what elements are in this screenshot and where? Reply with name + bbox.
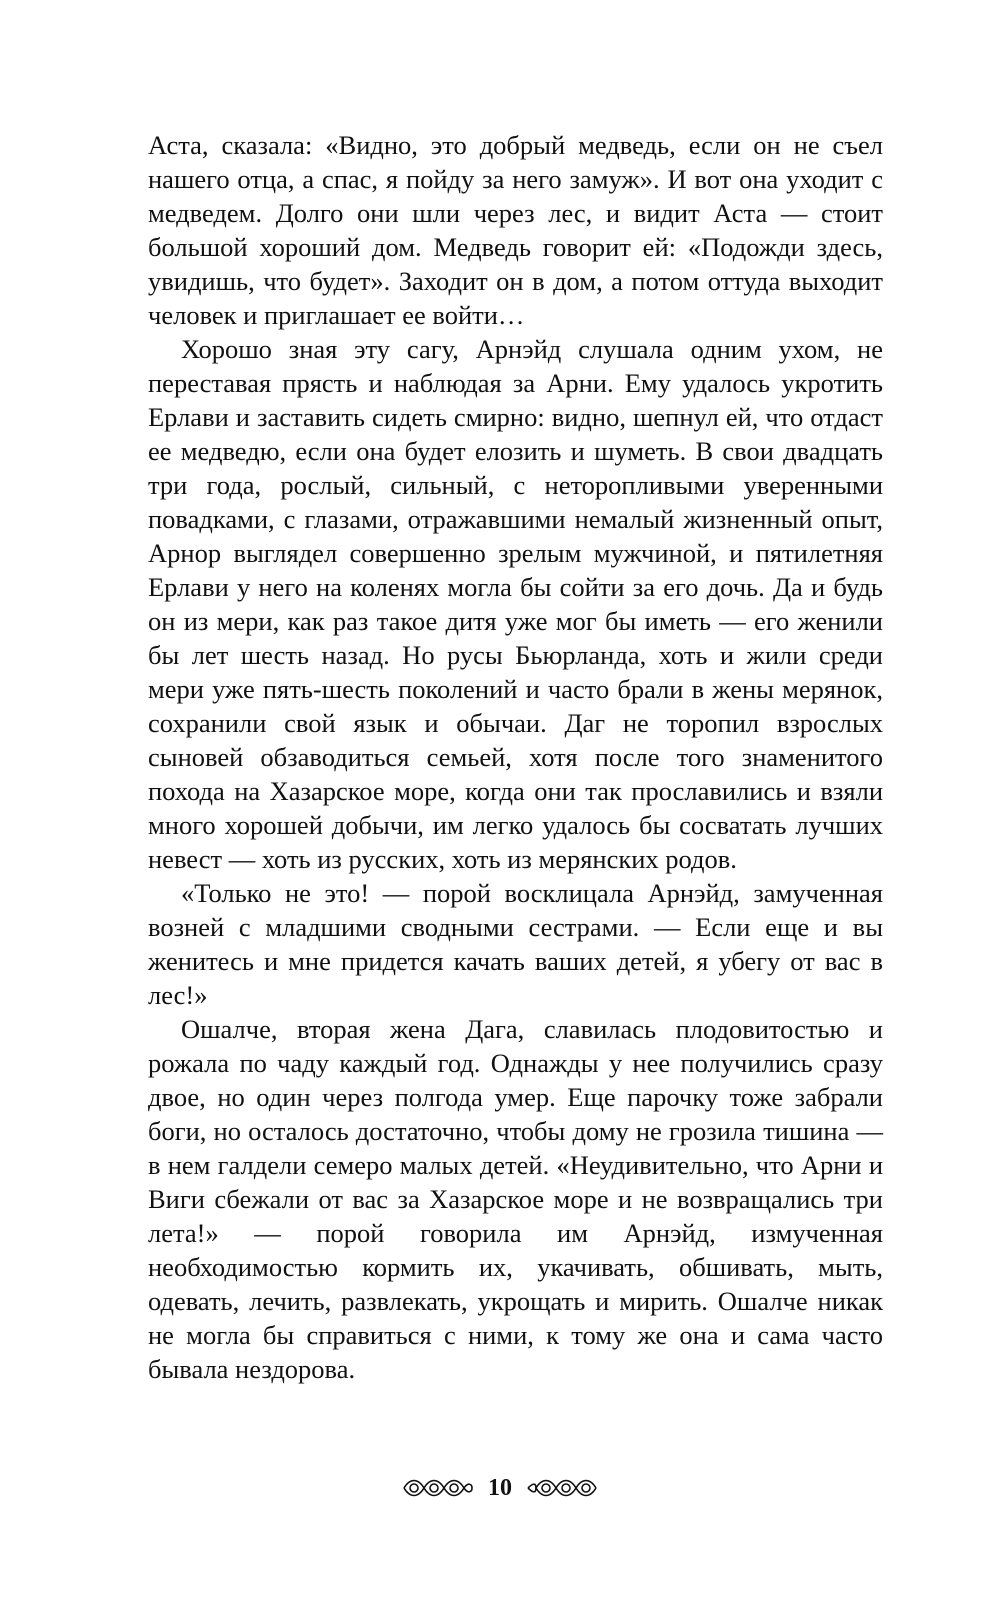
- paragraph: Хорошо зная эту сагу, Арнэйд слушала одним ухом, не переставая прясть и наблюдая за Арни. Ему удалось укротить Ерлави и заставить сидеть смирно: видно, шепнул ей, что отдаст ее медведю, если она будет елозить и шуметь. В свои двадцать три года, рослый, сильный, с неторопливыми уверенными повадками, с глазами, отражавшими немалый жизненный опыт, Арнор выглядел совершенно зрелым мужчиной, и пятилетняя Ерлави у него на коленях могла бы сойти за его дочь. Да и будь он из мери, как раз такое дитя уже мог бы иметь — его женили бы лет шесть назад. Но русы Бьюрланда, хоть и жили среди мери уже пять-шесть поколений и часто брали в жены мерянок, сохранили свой язык и обычаи. Даг не торопил взрослых сыновей обзаводиться семьей, хотя после того знаменитого похода на Хазарское море, когда они так прославились и взяли много хорошей добычи, им легко удалось бы сосватать лучших невест — хоть из русских, хоть из мерянских родов.: [148, 334, 883, 874]
- celtic-knot-ornament-icon: [402, 1475, 474, 1501]
- page-footer: [0, 1468, 1000, 1508]
- page-number: 10: [488, 1475, 512, 1501]
- body-text: [148, 128, 883, 1386]
- paragraph: Ошалче, вторая жена Дага, славилась плодовитостью и рожала по чаду каждый год. Однажды у нее получились сразу двое, но один через полгода умер. Еще парочку тоже забрали боги, но осталось достаточно, чтобы дому не грозила тишина — в нем галдели семеро малых детей. «Неудивительно, что Арни и Виги сбежали от вас за Хазарское море и не возвращались три лета!» — порой говорила им Арнэйд, измученная необходимостью кормить их, укачивать, обшивать, мыть, одевать, лечить, развлекать, укрощать и мирить. Ошалче никак не могла бы справиться с ними, к тому же она и сама часто бывала нездорова.: [148, 1014, 883, 1384]
- paragraph: «Только не это! — порой восклицала Арнэйд, замученная возней с младшими сводными сестрами. — Если еще и вы женитесь и мне придется качать ваших детей, я убегу от вас в лес!»: [148, 878, 883, 1010]
- paragraph: Аста, сказала: «Видно, это добрый медведь, если он не съел нашего отца, а спас, я пойду за него замуж». И вот она уходит с медведем. Долго они шли через лес, и видит Аста — стоит большой хороший дом. Медведь говорит ей: «Подожди здесь, увидишь, что будет». Заходит он в дом, а потом оттуда выходит человек и приглашает ее войти…: [148, 130, 883, 330]
- celtic-knot-ornament-icon: [526, 1475, 598, 1501]
